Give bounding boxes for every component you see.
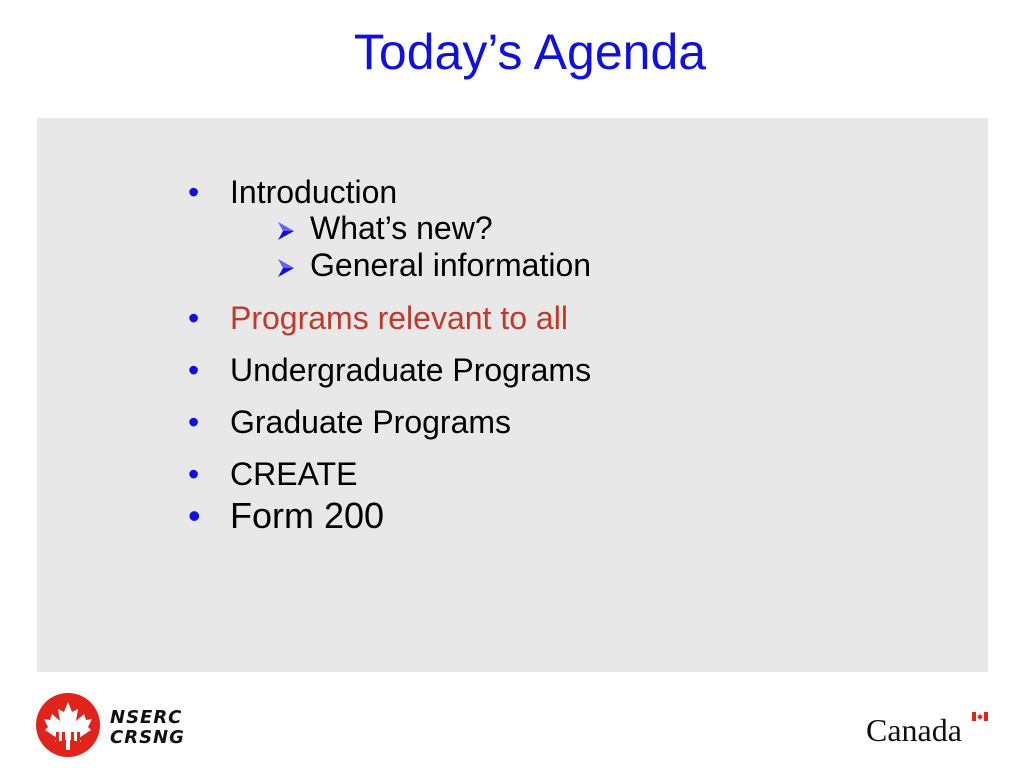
- agenda-item-label: Undergraduate Programs: [230, 352, 592, 388]
- bullet-icon: •: [188, 352, 200, 388]
- canada-wordmark-text: Canada: [866, 712, 962, 748]
- agenda-item-label: Introduction: [230, 174, 398, 210]
- agenda-subitem-label: General information: [310, 247, 592, 283]
- bullet-icon: •: [188, 495, 201, 536]
- agenda-item-label: Programs relevant to all: [230, 300, 568, 336]
- agenda-sublist: [186, 210, 591, 284]
- arrow-bullet-icon: [274, 210, 302, 247]
- nserc-logo-text: [110, 708, 185, 748]
- agenda-subitem-whats-new: [274, 210, 591, 247]
- agenda-item-label: Graduate Programs: [230, 404, 512, 440]
- agenda-item-label: CREATE: [230, 456, 358, 492]
- agenda-item-graduate: [186, 402, 591, 442]
- agenda-item-create: [186, 454, 591, 494]
- bullet-icon: •: [188, 300, 200, 336]
- agenda-item-introduction: [186, 172, 591, 212]
- bullet-icon: •: [188, 456, 200, 492]
- canada-flag-icon: [972, 712, 988, 721]
- bullet-icon: •: [188, 174, 200, 210]
- arrow-bullet-icon: [274, 247, 302, 284]
- bullet-icon: •: [188, 404, 200, 440]
- agenda-list: [186, 172, 591, 538]
- slide-title: Today’s Agenda: [353, 24, 707, 80]
- agenda-item-label: Form 200: [230, 495, 385, 536]
- canada-wordmark: [866, 708, 988, 752]
- agenda-item-undergraduate: [186, 350, 591, 390]
- agenda-subitem-label: What’s new?: [310, 210, 493, 246]
- nserc-label: NSERC: [110, 707, 183, 728]
- nserc-logo: [34, 692, 204, 758]
- agenda-subitem-general-information: [274, 247, 591, 284]
- maple-leaf-icon: [34, 692, 102, 758]
- crsng-label: CRSNG: [110, 727, 185, 748]
- agenda-item-form-200: [186, 494, 591, 538]
- agenda-item-programs-relevant: [186, 298, 591, 338]
